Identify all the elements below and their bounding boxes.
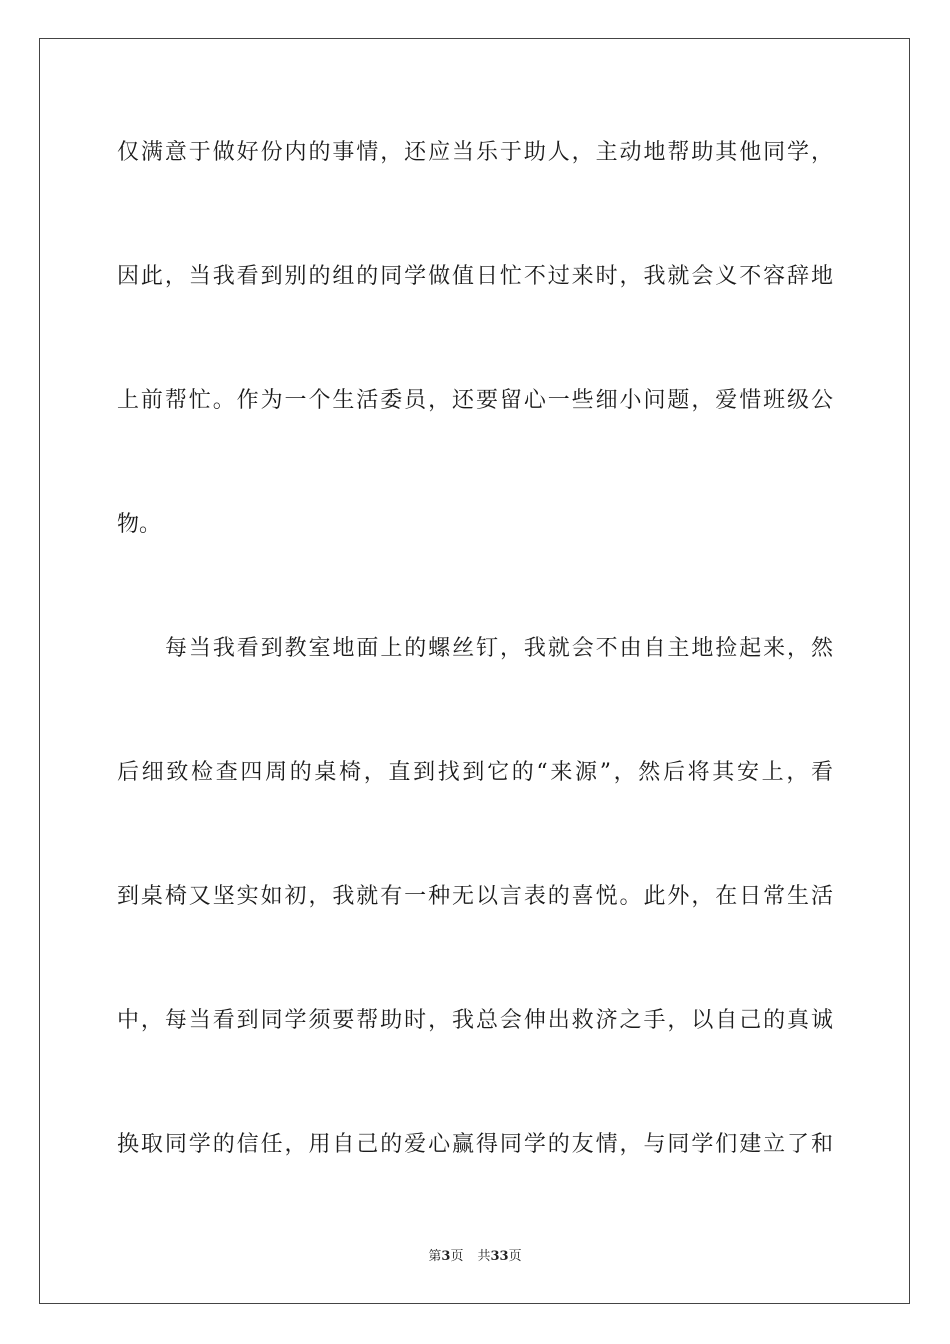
- text-line-8: 中，每当看到同学须要帮助时，我总会伸出救济之手，以自己的真诚: [117, 1008, 833, 1033]
- text-line-4: 物。: [117, 512, 162, 537]
- page-suffix: 页: [450, 1249, 464, 1264]
- page-footer: [0, 1248, 950, 1266]
- page-prefix: 第: [428, 1249, 442, 1264]
- page-border: [39, 38, 910, 1304]
- text-line-5: 每当我看到教室地面上的螺丝钉，我就会不由自主地捡起来，然: [165, 636, 833, 661]
- total-pages: 33: [490, 1249, 509, 1264]
- text-line-7: 到桌椅又坚实如初，我就有一种无以言表的喜悦。此外，在日常生活: [117, 884, 833, 909]
- total-prefix: 共: [477, 1249, 491, 1264]
- text-line-1: 仅满意于做好份内的事情，还应当乐于助人，主动地帮助其他同学，: [117, 140, 833, 165]
- page-number: 3: [441, 1249, 451, 1264]
- text-line-9: 换取同学的信任，用自己的爱心赢得同学的友情，与同学们建立了和: [117, 1132, 833, 1157]
- text-line-3: 上前帮忙。作为一个生活委员，还要留心一些细小问题，爱惜班级公: [117, 388, 833, 413]
- text-line-2: 因此，当我看到别的组的同学做值日忙不过来时，我就会义不容辞地: [117, 264, 833, 289]
- text-line-6: 后细致检查四周的桌椅，直到找到它的“来源”，然后将其安上，看: [117, 760, 833, 785]
- total-suffix: 页: [508, 1249, 522, 1264]
